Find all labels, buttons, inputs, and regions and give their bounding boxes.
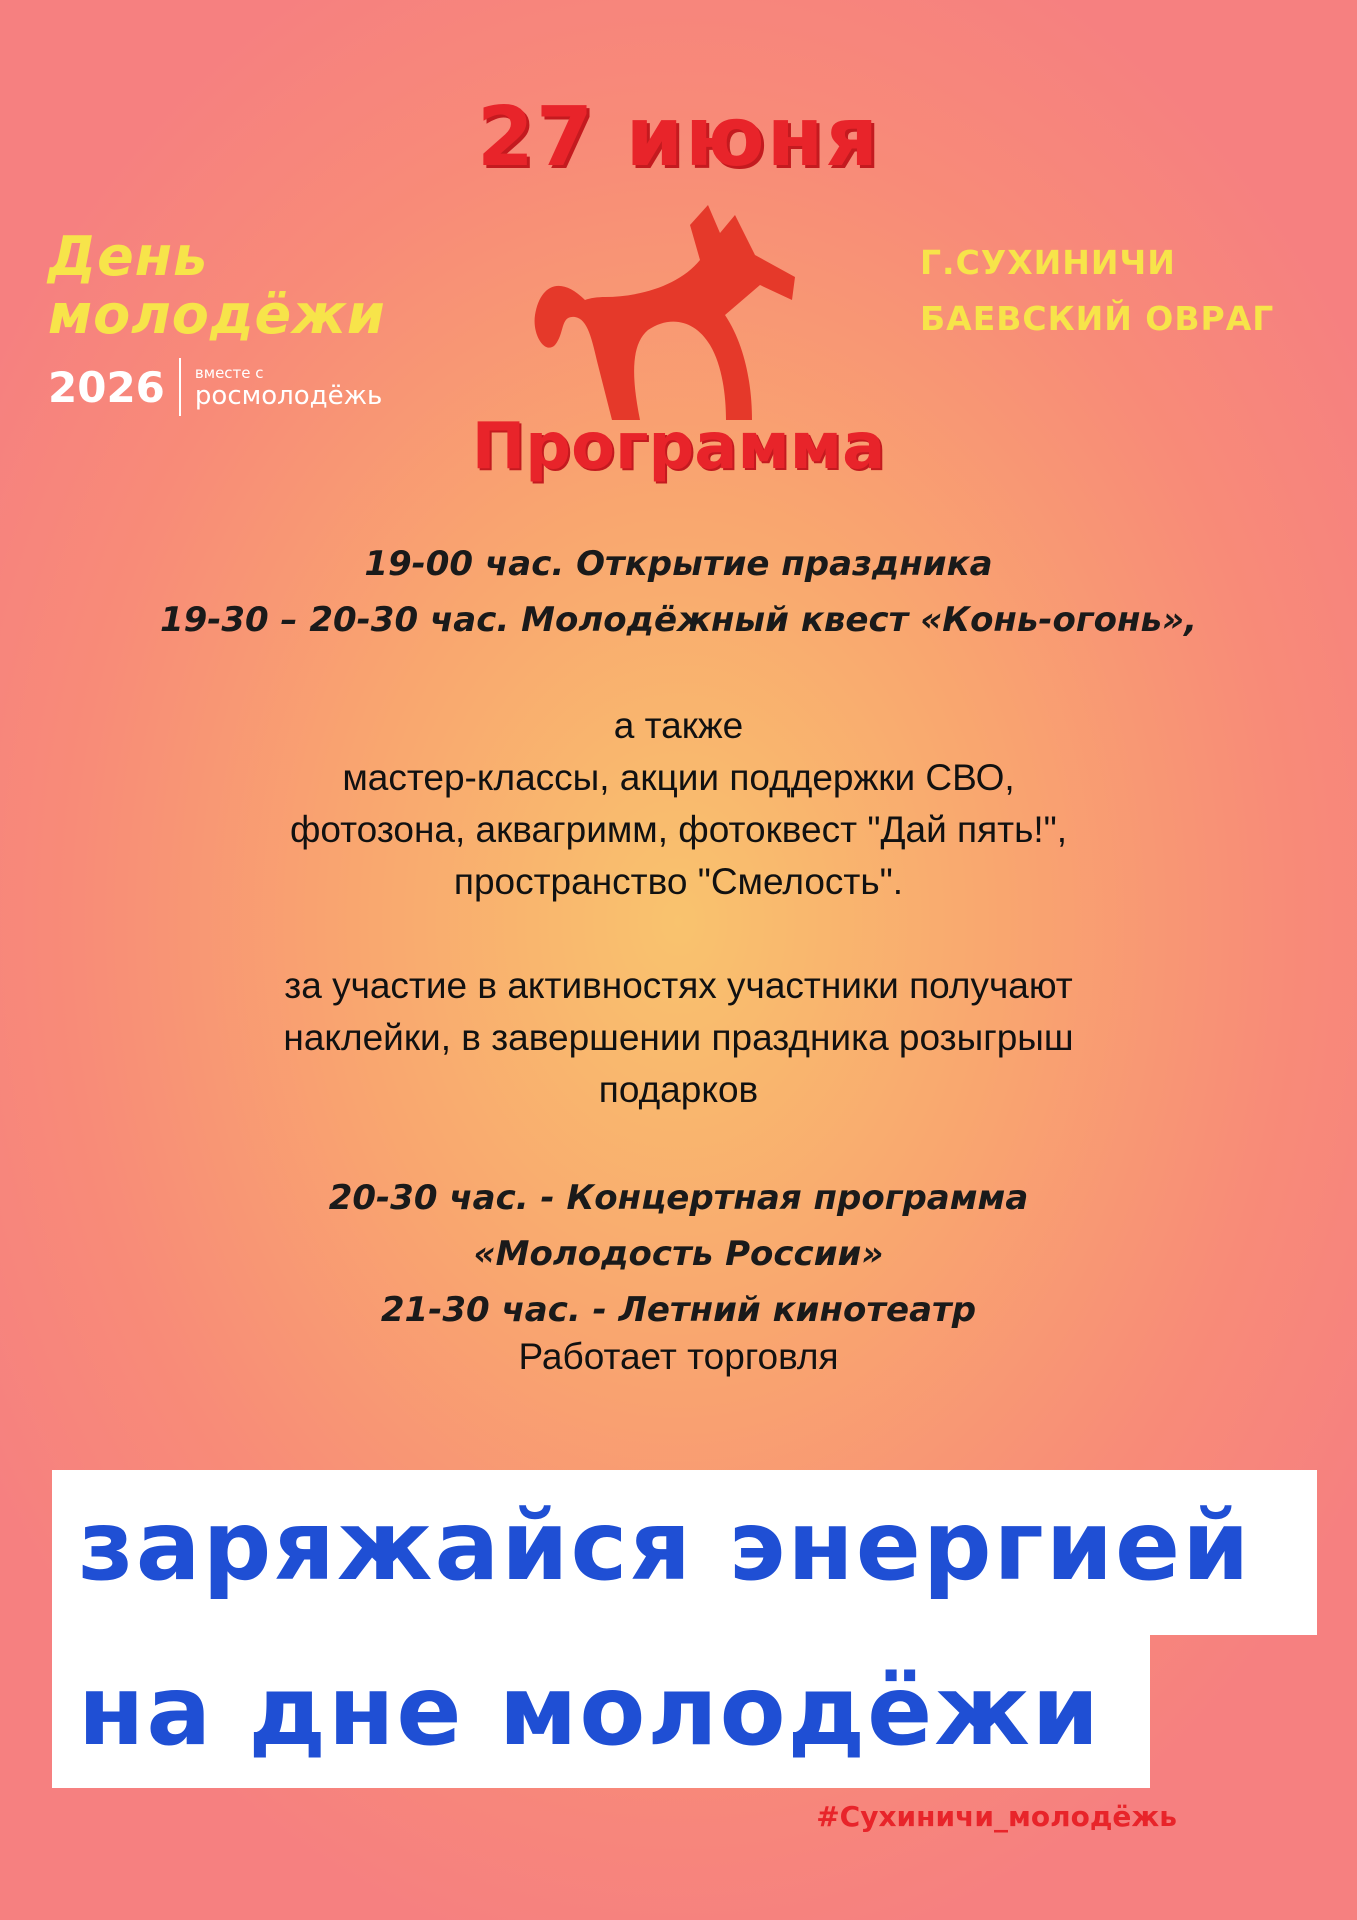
program-title: Программа <box>471 410 886 484</box>
logo-title-line1: День <box>48 225 209 288</box>
info-line: подарков <box>598 1069 759 1110</box>
concert-item: «Молодость России» <box>473 1234 884 1274</box>
info-line: за участие в активностях участники получают <box>284 965 1073 1006</box>
info-line: фотозона, аквагримм, фотоквест "Дай пять!", <box>289 809 1068 850</box>
schedule-item: 19-30 – 20-30 час. Молодёжный квест «Конь-огонь», <box>159 600 1198 640</box>
logo-divider <box>179 358 181 416</box>
logo-org-block <box>195 364 382 410</box>
info-line: а также <box>613 705 744 746</box>
event-place <box>920 235 1340 347</box>
logo-title-line2: молодёжи <box>48 283 386 346</box>
youth-day-logo <box>48 225 408 416</box>
schedule-item: 19-00 час. Открытие праздника <box>364 544 993 584</box>
info-line: мастер-классы, акции поддержки СВО, <box>342 757 1015 798</box>
logo-year: 2026 <box>48 362 165 412</box>
concert-item: 20-30 час. - Концертная программа <box>328 1178 1029 1218</box>
place-location: БАЕВСКИЙ ОВРАГ <box>920 299 1275 338</box>
activities-info <box>40 700 1317 1116</box>
logo-bottom <box>48 358 408 416</box>
info-line: пространство "Смелость". <box>453 861 904 902</box>
trade-note: Работает торговля <box>518 1336 839 1377</box>
logo-title <box>48 225 408 346</box>
slogan-line1: заряжайся энергией <box>78 1490 1252 1602</box>
slogan-line2: на дне молодёжи <box>78 1655 1102 1767</box>
hashtag: #Сухиничи_молодёжь <box>816 1800 1177 1833</box>
concert-block <box>40 1170 1317 1338</box>
concert-item: 21-30 час. - Летний кинотеатр <box>380 1290 977 1330</box>
info-line: наклейки, в завершении праздника розыгрыш <box>283 1017 1074 1058</box>
logo-with-text: вместе с <box>194 364 264 382</box>
horse-icon <box>530 205 800 425</box>
logo-org-name: росмолодёжь <box>194 381 383 411</box>
schedule-block <box>40 536 1317 648</box>
spacer <box>40 908 1317 960</box>
place-city: Г.СУХИНИЧИ <box>920 243 1176 282</box>
event-date: 27 июня <box>476 90 881 185</box>
